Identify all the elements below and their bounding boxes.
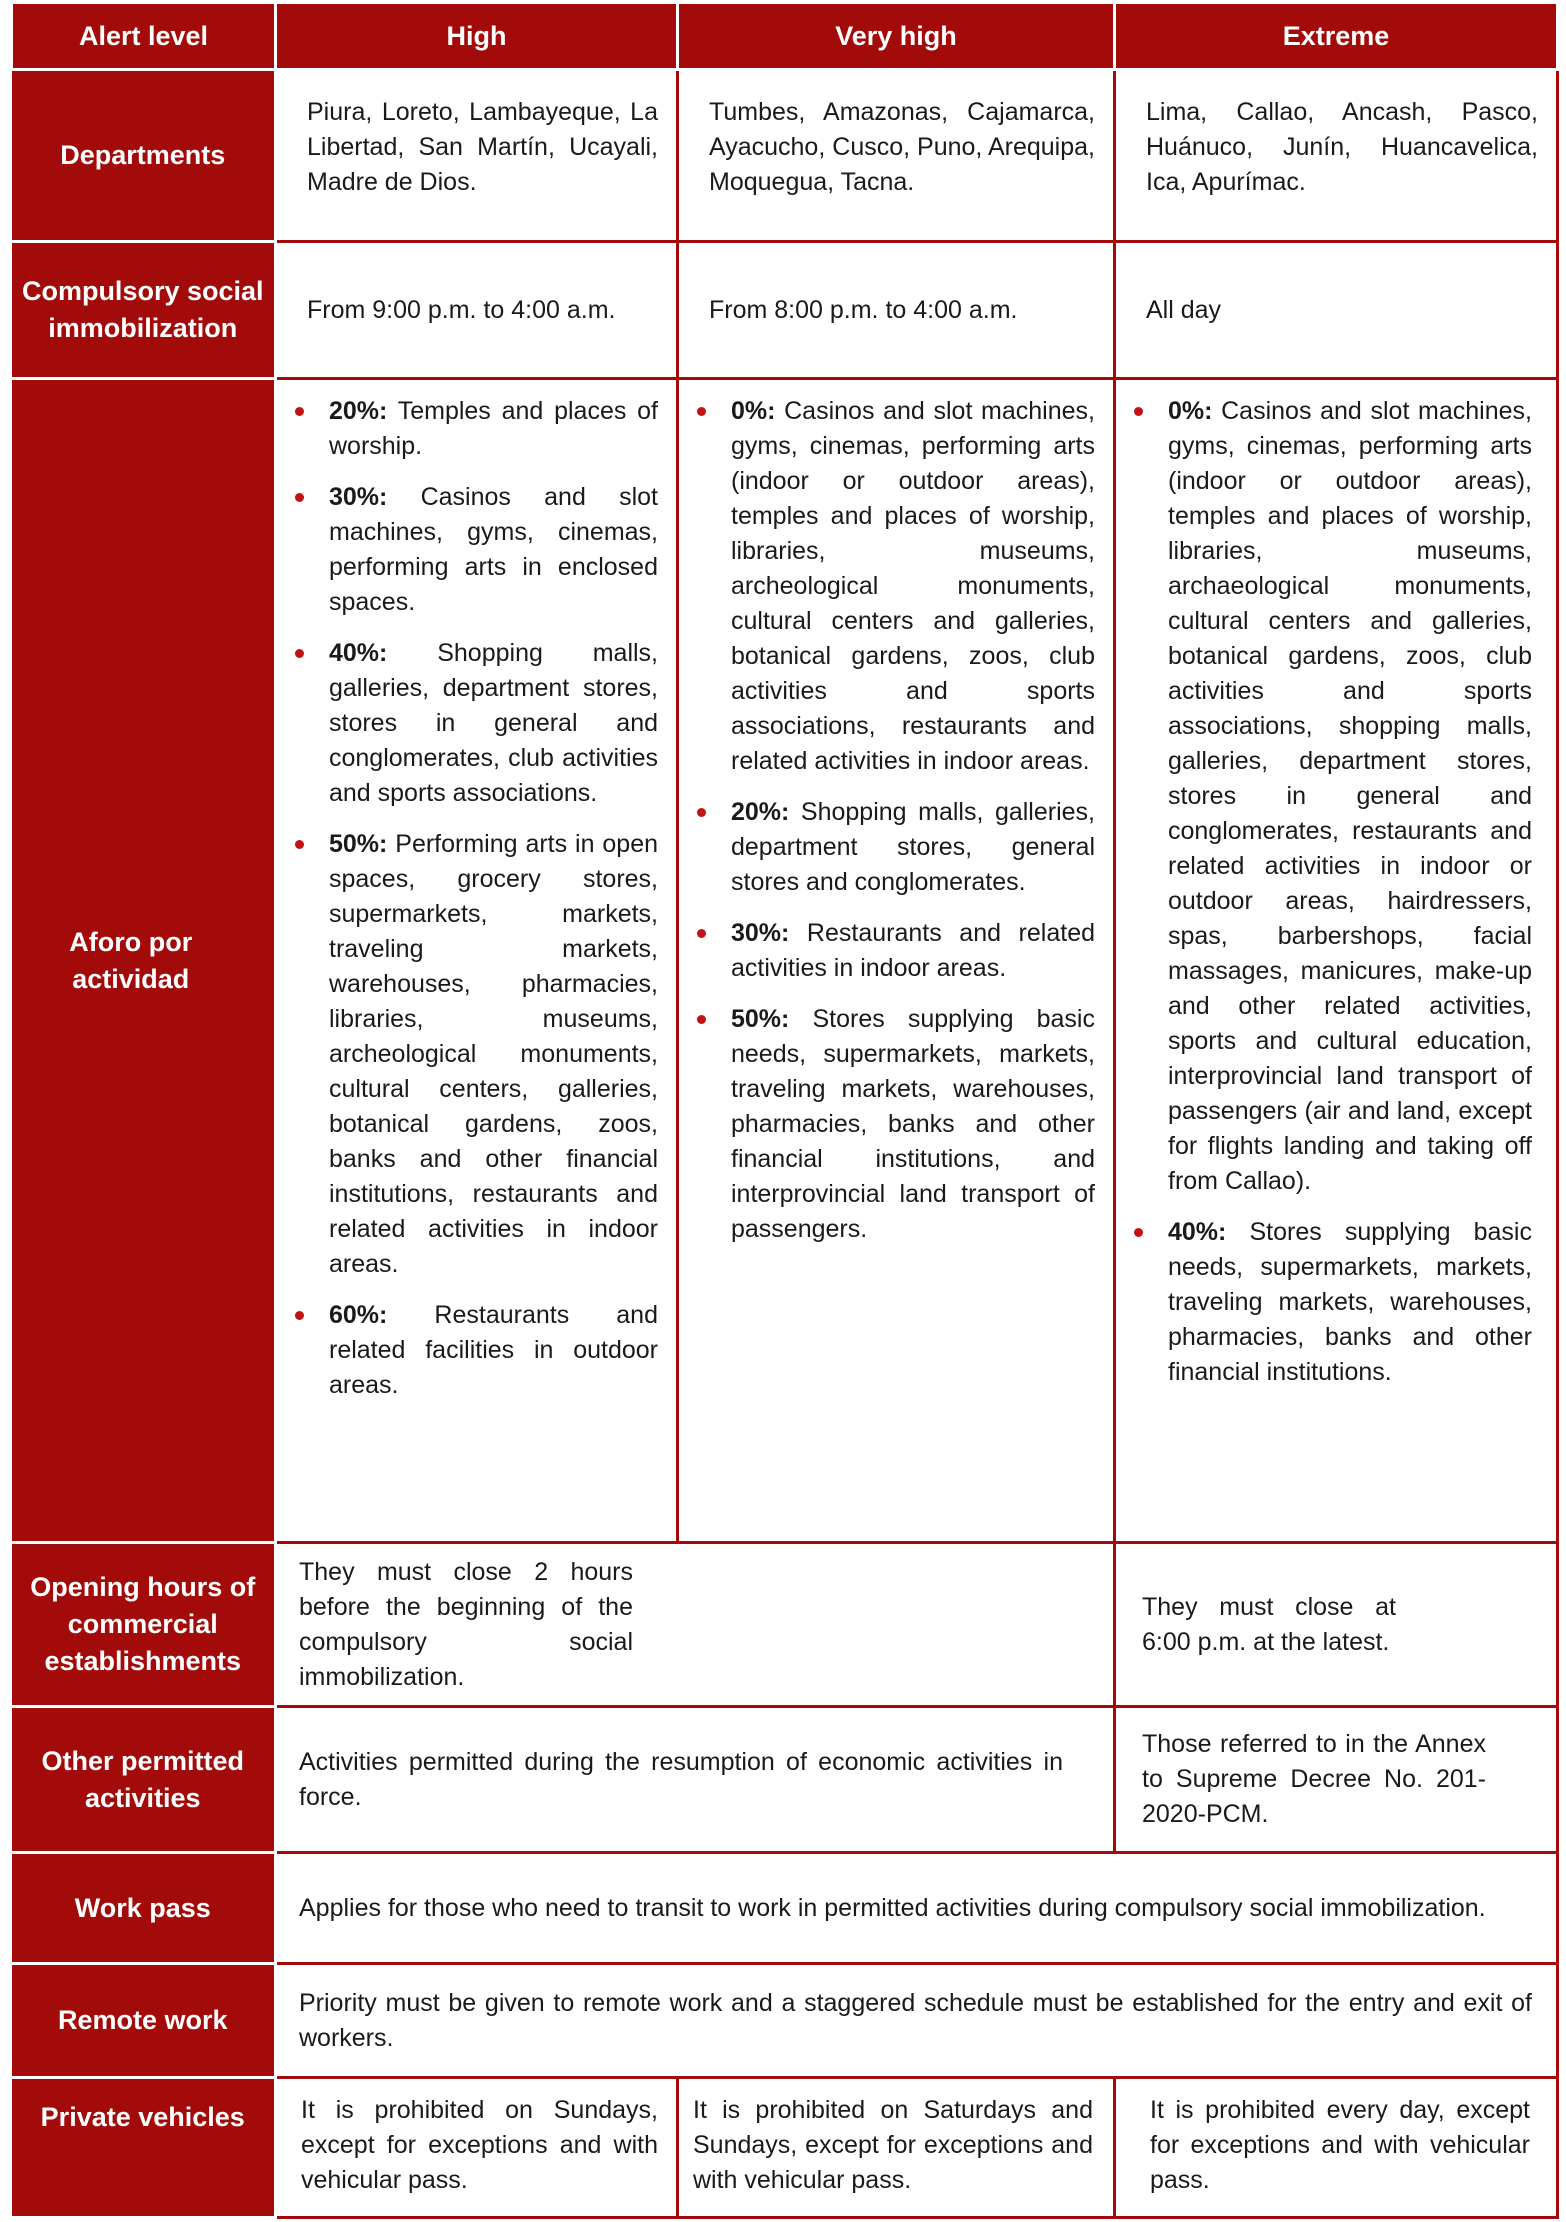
private-vehicles-row (12, 2078, 1558, 2218)
aforo-extreme-list (1136, 394, 1532, 1390)
other-activities-high-very-high: Activities permitted during the resumption of economic activities in force. (276, 1707, 1115, 1853)
header-row (12, 4, 1558, 70)
list-item (329, 480, 658, 620)
opening-hours-label: Opening hours of commercial establishments (12, 1543, 276, 1707)
bullet-icon (295, 493, 304, 502)
bullet-icon (295, 1311, 304, 1320)
immobilization-high: From 9:00 p.m. to 4:00 a.m. (276, 242, 678, 379)
capacity-text: Performing arts in open spaces, grocery stores, supermarkets, markets, traveling markets, warehouses, pharmacies, libraries, museums, archeological monuments, cultural centers, galleries, botanical gardens, zoos, banks and other financial institutions, restaurants and related activities in indoor areas. (329, 830, 658, 1278)
capacity-percent: 40%: (329, 639, 388, 667)
departments-row (12, 70, 1558, 242)
capacity-text: Shopping malls, galleries, department stores, stores in general and conglomerates, club activities and sports associations. (329, 639, 658, 807)
capacity-percent: 50%: (329, 830, 388, 858)
work-pass-row (12, 1853, 1558, 1964)
aforo-very-high-list (699, 394, 1095, 1247)
capacity-text: Casinos and slot machines, gyms, cinemas, performing arts (indoor or outdoor areas), temples and places of worship, libraries, museums, archeological monuments, cultural centers and galleries, botanical gardens, zoos, club activities and sports associations, restaurants and related activities in indoor areas. (731, 397, 1095, 775)
header-extreme: Extreme (1115, 4, 1558, 70)
immobilization-row (12, 242, 1558, 379)
work-pass-all: Applies for those who need to transit to work in permitted activities during compulsory social immobilization. (276, 1853, 1558, 1964)
remote-work-row (12, 1964, 1558, 2078)
header-high: High (276, 4, 678, 70)
list-item (731, 795, 1095, 900)
aforo-extreme (1115, 379, 1558, 1543)
capacity-text: Stores supplying basic needs, supermarkets, markets, traveling markets, warehouses, pharmacies, banks and other financial institutions, and interprovincial land transport of passengers. (731, 1005, 1095, 1243)
immobilization-extreme: All day (1115, 242, 1558, 379)
bullet-icon (295, 649, 304, 658)
private-vehicles-high: It is prohibited on Sundays, except for exceptions and with vehicular pass. (276, 2078, 678, 2218)
opening-hours-row (12, 1543, 1558, 1707)
list-item (731, 916, 1095, 986)
opening-hours-extreme: They must close at 6:00 p.m. at the latest. (1115, 1543, 1558, 1707)
other-activities-label: Other permitted activities (12, 1707, 276, 1853)
capacity-text: Restaurants and related activities in indoor areas. (731, 919, 1095, 982)
immobilization-label: Compulsory social immobilization (12, 242, 276, 379)
private-vehicles-extreme: It is prohibited every day, except for exceptions and with vehicular pass. (1115, 2078, 1558, 2218)
bullet-icon (697, 808, 706, 817)
capacity-percent: 20%: (731, 798, 790, 826)
header-alert-level: Alert level (12, 4, 276, 70)
list-item (329, 394, 658, 464)
departments-very-high: Tumbes, Amazonas, Cajamarca, Ayacucho, Cusco, Puno, Arequipa, Moquegua, Tacna. (678, 70, 1115, 242)
bullet-icon (697, 929, 706, 938)
departments-extreme: Lima, Callao, Ancash, Pasco, Huánuco, Junín, Huancavelica, Ica, Apurímac. (1115, 70, 1558, 242)
bullet-icon (295, 840, 304, 849)
list-item (1168, 1215, 1532, 1390)
header-very-high: Very high (678, 4, 1115, 70)
other-activities-extreme: Those referred to in the Annex to Supreme Decree No. 201-2020-PCM. (1115, 1707, 1558, 1853)
capacity-text: Shopping malls, galleries, department stores, general stores and conglomerates. (731, 798, 1095, 896)
work-pass-label: Work pass (12, 1853, 276, 1964)
capacity-text: Restaurants and related facilities in outdoor areas. (329, 1301, 658, 1399)
list-item (329, 827, 658, 1282)
bullet-icon (697, 1015, 706, 1024)
list-item (1168, 394, 1532, 1199)
aforo-high (276, 379, 678, 1543)
list-item (731, 1002, 1095, 1247)
aforo-very-high (678, 379, 1115, 1543)
bullet-icon (1134, 407, 1143, 416)
opening-hours-high-very-high: They must close 2 hours before the beginning of the compulsory social immobilization. (276, 1543, 1115, 1707)
remote-work-all: Priority must be given to remote work and a staggered schedule must be established for the entry and exit of workers. (276, 1964, 1558, 2078)
private-vehicles-very-high: It is prohibited on Saturdays and Sundays, except for exceptions and with vehicular pass. (678, 2078, 1115, 2218)
capacity-percent: 0%: (731, 397, 776, 425)
capacity-percent: 30%: (329, 483, 388, 511)
capacity-percent: 0%: (1168, 397, 1213, 425)
departments-label: Departments (12, 70, 276, 242)
alert-level-table (10, 4, 1559, 2219)
private-vehicles-label: Private vehicles (12, 2078, 276, 2218)
departments-high: Piura, Loreto, Lambayeque, La Libertad, San Martín, Ucayali, Madre de Dios. (276, 70, 678, 242)
aforo-high-list (297, 394, 658, 1403)
aforo-row (12, 379, 1558, 1543)
bullet-icon (1134, 1228, 1143, 1237)
capacity-text: Casinos and slot machines, gyms, cinemas, performing arts in enclosed spaces. (329, 483, 658, 616)
capacity-text: Casinos and slot machines, gyms, cinemas, performing arts (indoor or outdoor areas), temples and places of worship, libraries, museums, archaeological monuments, cultural centers and galleries, botanical gardens, zoos, club activities and sports associations, shopping malls, galleries, department stores, stores in general and conglomerates, restaurants and related activities in indoor or outdoor areas, hairdressers, spas, barbershops, facial massages, manicures, make-up and other related activities, sports and cultural education, interprovincial land transport of passengers (air and land, except for flights landing and taking off from Callao). (1168, 397, 1532, 1195)
aforo-label: Aforo por actividad (12, 379, 276, 1543)
capacity-text: Temples and places of worship. (329, 397, 658, 460)
immobilization-very-high: From 8:00 p.m. to 4:00 a.m. (678, 242, 1115, 379)
other-activities-row (12, 1707, 1558, 1853)
list-item (329, 636, 658, 811)
remote-work-label: Remote work (12, 1964, 276, 2078)
capacity-percent: 20%: (329, 397, 388, 425)
capacity-percent: 50%: (731, 1005, 790, 1033)
capacity-text: Stores supplying basic needs, supermarkets, markets, traveling markets, warehouses, pharmacies, banks and other financial institutions. (1168, 1218, 1532, 1386)
list-item (731, 394, 1095, 779)
capacity-percent: 60%: (329, 1301, 388, 1329)
bullet-icon (295, 407, 304, 416)
bullet-icon (697, 407, 706, 416)
capacity-percent: 30%: (731, 919, 790, 947)
capacity-percent: 40%: (1168, 1218, 1227, 1246)
list-item (329, 1298, 658, 1403)
